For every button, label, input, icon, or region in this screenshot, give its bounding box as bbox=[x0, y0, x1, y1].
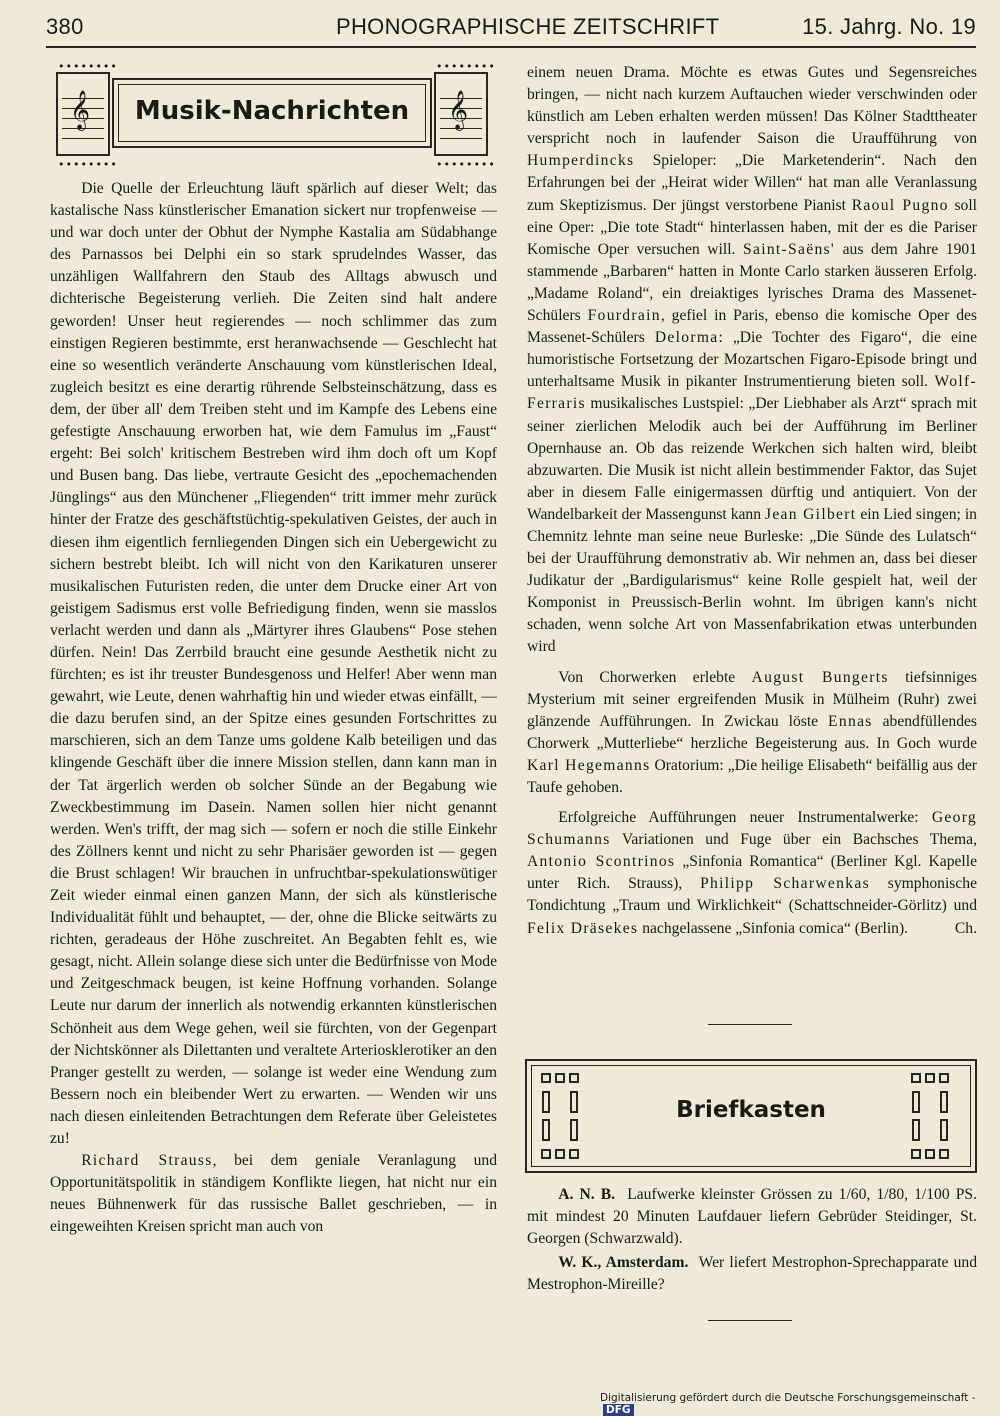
person-name: Ennas bbox=[828, 712, 873, 730]
person-name: Delorma bbox=[654, 329, 719, 347]
person-name: Karl Hegemanns bbox=[527, 756, 651, 774]
paragraph: Erfolgreiche Aufführungen neuer Instrumentalwerke: Georg Schumanns Variationen und Fuge über ein Bachsches Thema, Antonio Scontrinos „Sinfonia Romantica“ (Berliner Kgl. Kapelle unter Rich. Strauss), Philipp Scharwenkas symphonische Tondichtung „Traum und Wirklichkeit“ (Schattschneider-Görlitz) und Felix Dräsekes nachgelassene „Sinfonia comica“ (Berlin). Ch. bbox=[527, 807, 977, 940]
section-title: Briefkasten bbox=[676, 1097, 826, 1123]
header-rule bbox=[46, 46, 976, 48]
person-name: Georg Schumanns bbox=[527, 809, 977, 849]
person-name: Jean Gilbert bbox=[764, 505, 857, 523]
dot-ornament: •••••••• bbox=[436, 60, 496, 73]
letter-entry: W. K., Amsterdam. Wer liefert Mestrophon-Sprechapparate und Mestrophon-Mireille? bbox=[527, 1254, 978, 1294]
letter-entry: A. N. B. Laufwerke kleinster Grössen zu 1/60, 1/80, 1/100 PS. mit mindest 20 Minuten Laufdauer liefern Gebrüder Steidinger, St. Georgen (Schwarzwald). bbox=[527, 1186, 977, 1248]
right-column bbox=[527, 62, 977, 940]
left-column bbox=[50, 178, 497, 1239]
person-name: Saint-Saëns' bbox=[743, 240, 836, 258]
dot-ornament: •••••••• bbox=[436, 158, 496, 171]
person-name: Felix Dräsekes bbox=[527, 919, 639, 937]
section-divider bbox=[708, 1320, 792, 1321]
treble-clef-icon: 𝄞 bbox=[434, 72, 488, 156]
paragraph: Richard Strauss, bei dem geniale Veranlagung und Opportunitätspolitik in ständigem Konflikte liegen, hat nicht nur ein neues Bühnenwerk für das russische Ballet geschrieben, — in eingeweihten Kreisen spricht man auch von bbox=[50, 1152, 497, 1236]
section-divider bbox=[708, 1024, 792, 1025]
person-name: Fourdrain bbox=[587, 307, 661, 325]
page-number: 380 bbox=[46, 14, 84, 39]
dot-ornament: •••••••• bbox=[58, 60, 118, 73]
dot-ornament: •••••••• bbox=[58, 158, 118, 171]
paragraph: einem neuen Drama. Möchte es etwas Gutes und Segensreiches bringen, — nicht nach kurzem Auftauchen wieder verschwinden oder künstlich am Leben erhalten werden müssen! Das Kölner Stadttheater verspricht noch in laufender Saison die Uraufführung von Humperdincks Spieloper: „Die Marketenderin“. Nach den Erfahrungen bei der „Heirat wider Willen“ hat man alle Veranlassung zum Skeptizismus. Der jüngst verstorbene Pianist Raoul Pugno soll eine Oper: „Die tote Stadt“ hinterlassen haben, mit der es die Pariser Komische Oper versuchen will. Saint-Saëns' aus dem Jahre 1901 stammende „Barbaren“ hatten in Monte Carlo starken äusseren Erfolg. „Madame Roland“, ein dreiaktiges lyrisches Drama des Massenet-Schülers Fourdrain, gefiel in Paris, ebenso die komische Oper des Massenet-Schülers Delorma: „Die Tochter des Figaro“, die eine humoristische Fortsetzung der Mozartschen Figaro-Episode bringt und unterhaltsame Musik in pikanter Instrumentierung bieten soll. Wolf-Ferraris musikalisches Lustspiel: „Der Liebhaber als Arzt“ sprach mit seiner zierlichen Melodik auch bei der Aufführung im Berliner Opernhause an. Ob das reizende Werkchen sich halten wird, bleibt abzuwarten. Die Musik ist nicht allein bestimmender Faktor, das Sujet aber in diesem Falle einigermassen dürftig und antiquiert. Von der Wandelbarkeit der Massengunst kann Jean Gilbert ein Lied singen; in Chemnitz lehnte man seine neue Burleske: „Die Sünde des Lulatsch“ bei der Uraufführung demonstrativ ab. Wir nehmen an, dass bei dieser Judikatur der „Bardigularismus“ keine Rolle gespielt hat, weil der Komponist in Preussisch-Berlin wohnt. Im übrigen kann's nicht schaden, wenn solche Art von Massenfabrikation etwas unterbunden wird bbox=[527, 64, 977, 656]
briefkasten-entries bbox=[527, 1184, 977, 1298]
person-name: Wolf-Ferraris bbox=[527, 373, 977, 413]
sender-name: A. N. B. bbox=[558, 1186, 616, 1203]
journal-title: PHONOGRAPHISCHE ZEITSCHRIFT bbox=[336, 14, 720, 39]
paragraph: Die Quelle der Erleuchtung läuft spärlich auf dieser Welt; das kastalische Nass künstlerischer Emanation sickert nur tropfenweise — und war doch unter der Obhut der Nymphe Kastalia am Südabhange des Parnassos bei Delphi ein so stark sprudelndes Wasser, das unzähligen Wallfahrern den Staub des Alltags abwusch und dichterische Begeisterung verlieh. Die Zeiten sind halt andere geworden! Unser heut regierendes — noch schlimmer das zum einstigen Regieren bestimmte, erst heranwachsende — Geschlecht hat eine so wesentlich veränderte Anschauung vom künstlerischen Ideal, zugleich besitzt es eine derartig rührende Selbsteinschätzung, dass es dem, der über all' dem Treiben steht und im Kampfe des Lebens eine gefestigte Anschauung erworben hat, wie dem Famulus im „Faust“ ergeht: Bei solch' kritischem Bestreben wird ihm doch oft um Kopf und Busen bang. Das liebe, vertraute Gesicht des „epochemachenden Jünglings“ aus den Münchener „Fliegenden“ tritt immer mehr zurück hinter der Fratze des geschäftstüchtig-spekulativen Geistes, der auch in diesen ihm eigentlich fernliegenden Dingen sich ein Uebergewicht zu sichern bestrebt bleibt. Ich will nicht von den Karikaturen unserer musikalischen Futuristen reden, die unter dem Drucke einer Art von geistigem Sadismus erst volle Befriedigung finden, wenn sie masslos verlacht werden und dann als „Märtyrer ihres Glaubens“ Pose stehen dürfen. Nein! Das Zerrbild braucht eine gesunde Aesthetik nicht zu fürchten; es ist ihr treuster Bundesgenoss und Helfer! Aber wenn man gewahrt, wie Leute, denen wahrhaftig hin und wieder etwas einfällt, — die dazu berufen sind, an der Spitze eines gesunden Fortschrittes zu marschieren, sich an dem Tanze ums goldene Kalb beteiligen und das klingende Geschäft über die innere Mission stellen, dann kann man in der Tat ärgerlich werden ob solcher Sünde an der Begabung wie Zweckbestimmung im Dasein. Namen sollen hier nicht genannt werden. Wen's trifft, der mag sich — sofern er noch die stille Einkehr des Zöllners kennt und nicht zu sehr Pharisäer geworden ist — gegen die Brust schlagen! Wir brauchen in unfruchtbar-spekulationswütiger Zeit wieder einmal einen ganzen Mann, der sich als künstlerische Individualität fühlt und behauptet, — der, ohne die Blicke seitwärts zu richten, geradeaus der Höhe zuschreitet. An Begabten fehlt es, wie gesagt, nicht. Allein solange diese sich unter die Bedürfnisse von Mode und Zeitgeschmack beugen, ist keine Hoffnung vorhanden. Solange Leute nur darum der innerlich als notwendig erkannten künstlerischen Schönheit aus dem Wege gehen, weil sie fürchten, von der Gegenpart der Nichtskönner als Dilettanten und veraltete Arteriosklerotiker an den Pranger gestellt zu werden, — solange ist weder eine Wendung zum Bessern noch ein bleibender Wert zu erwarten. — Wenden wir uns nach diesen einleitenden Betrachtungen dem Referate über Geleistetes zu! bbox=[50, 180, 497, 1148]
digitization-footer: Digitalisierung gefördert durch die Deutsche Forschungsgemeinschaft -DFG bbox=[600, 1392, 976, 1416]
issue-info: 15. Jahrg. No. 19 bbox=[802, 14, 976, 39]
person-name: August Bungerts bbox=[751, 668, 889, 686]
author-signature: Ch. bbox=[954, 919, 977, 937]
treble-clef-icon: 𝄞 bbox=[56, 72, 110, 156]
section-title: Musik-Nachrichten bbox=[134, 96, 410, 126]
paragraph: Von Chorwerken erlebte August Bungerts tiefsinniges Mysterium mit seiner ergreifenden Musik in Mülheim (Ruhr) zwei glänzende Aufführungen. In Zwickau löste Ennas abendfüllendes Chorwerk „Mutterliebe“ herzliche Begeisterung aus. In Goch wurde Karl Hegemanns Oratorium: „Die heilige Elisabeth“ beifällig aus der Taufe gehoben. bbox=[527, 668, 977, 796]
person-name: Raoul Pugno bbox=[851, 196, 949, 214]
sender-name: W. K., Amsterdam. bbox=[558, 1254, 689, 1272]
square-ornament-icon bbox=[541, 1073, 591, 1159]
person-name: Humperdincks bbox=[527, 152, 635, 170]
person-name: Antonio Scontrinos bbox=[527, 853, 676, 871]
briefkasten-banner bbox=[525, 1059, 977, 1173]
dfg-logo: DFG bbox=[603, 1404, 634, 1416]
person-name: Philipp Scharwenkas bbox=[700, 875, 870, 893]
musik-nachrichten-banner bbox=[50, 60, 497, 170]
square-ornament-icon bbox=[911, 1073, 961, 1159]
page-header bbox=[46, 10, 976, 44]
person-name: Richard Strauss bbox=[81, 1152, 213, 1170]
